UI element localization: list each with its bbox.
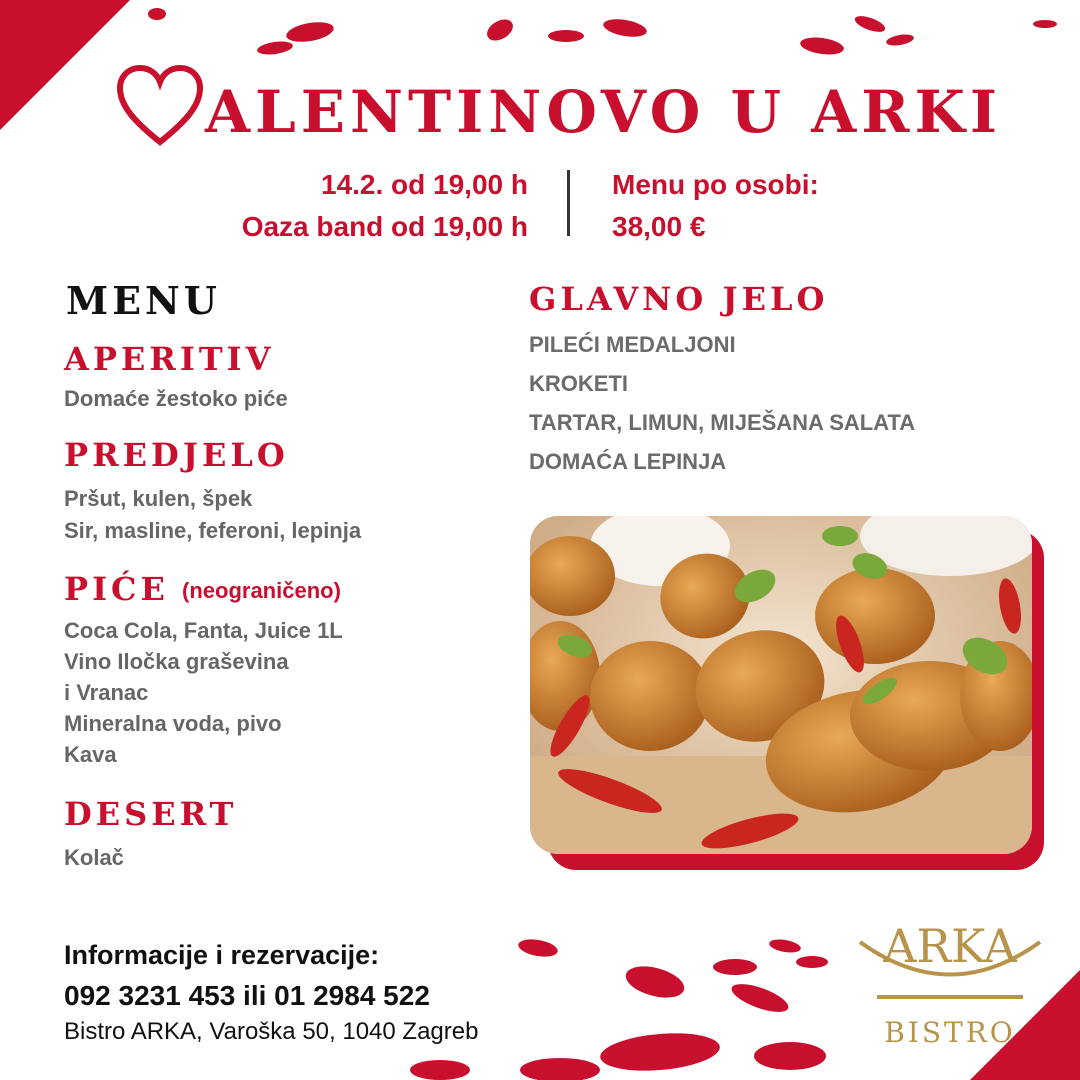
pice-item: Mineralna voda, pivo xyxy=(64,711,282,736)
contact-address: Bistro ARKA, Varoška 50, 1040 Zagreb xyxy=(64,1018,479,1045)
contact-phones: 092 3231 453 ili 01 2984 522 xyxy=(64,980,430,1011)
section-desert-title: DESERT xyxy=(64,795,238,833)
pice-note: (neograničeno) xyxy=(182,578,341,603)
price-value: 38,00 € xyxy=(612,211,706,242)
aperitiv-item: Domaće žestoko piće xyxy=(64,386,288,411)
event-info xyxy=(150,164,528,248)
pice-item: i Vranac xyxy=(64,680,149,705)
section-pice-title: PIĆE xyxy=(64,570,169,608)
predjelo-item: Sir, masline, feferoni, lepinja xyxy=(64,518,362,543)
event-date: 14.2. od 19,00 h xyxy=(321,169,528,200)
page-title: ALENTINOVO U ARKI xyxy=(205,78,1003,146)
menu-heading: MENU xyxy=(66,278,221,323)
glavno-item: DOMAĆA LEPINJA xyxy=(529,449,727,474)
desert-item: Kolač xyxy=(64,845,124,870)
logo-sub: BISTRO xyxy=(884,1016,1016,1049)
pice-item: Vino Iločka graševina xyxy=(64,649,289,674)
contact-label: Informacije i rezervacije: xyxy=(64,940,380,970)
logo-name: ARKA xyxy=(883,919,1017,973)
pice-item: Kava xyxy=(64,742,117,767)
glavno-item: KROKETI xyxy=(529,371,628,396)
section-glavno-title: GLAVNO JELO xyxy=(529,280,829,318)
heart-icon xyxy=(115,64,205,146)
arka-bistro-logo xyxy=(855,902,1045,1052)
section-aperitiv-title: APERITIV xyxy=(64,340,275,378)
divider xyxy=(567,170,570,236)
section-predjelo-title: PREDJELO xyxy=(64,436,289,474)
predjelo-item: Pršut, kulen, špek xyxy=(64,486,253,511)
glavno-item: PILEĆI MEDALJONI xyxy=(529,332,736,357)
glavno-item: TARTAR, LIMUN, MIJEŠANA SALATA xyxy=(529,410,916,435)
food-photo xyxy=(530,516,1032,854)
price-label: Menu po osobi: xyxy=(612,169,819,200)
event-band: Oaza band od 19,00 h xyxy=(241,211,528,242)
price-info xyxy=(612,164,819,248)
pice-item: Coca Cola, Fanta, Juice 1L xyxy=(64,618,343,643)
